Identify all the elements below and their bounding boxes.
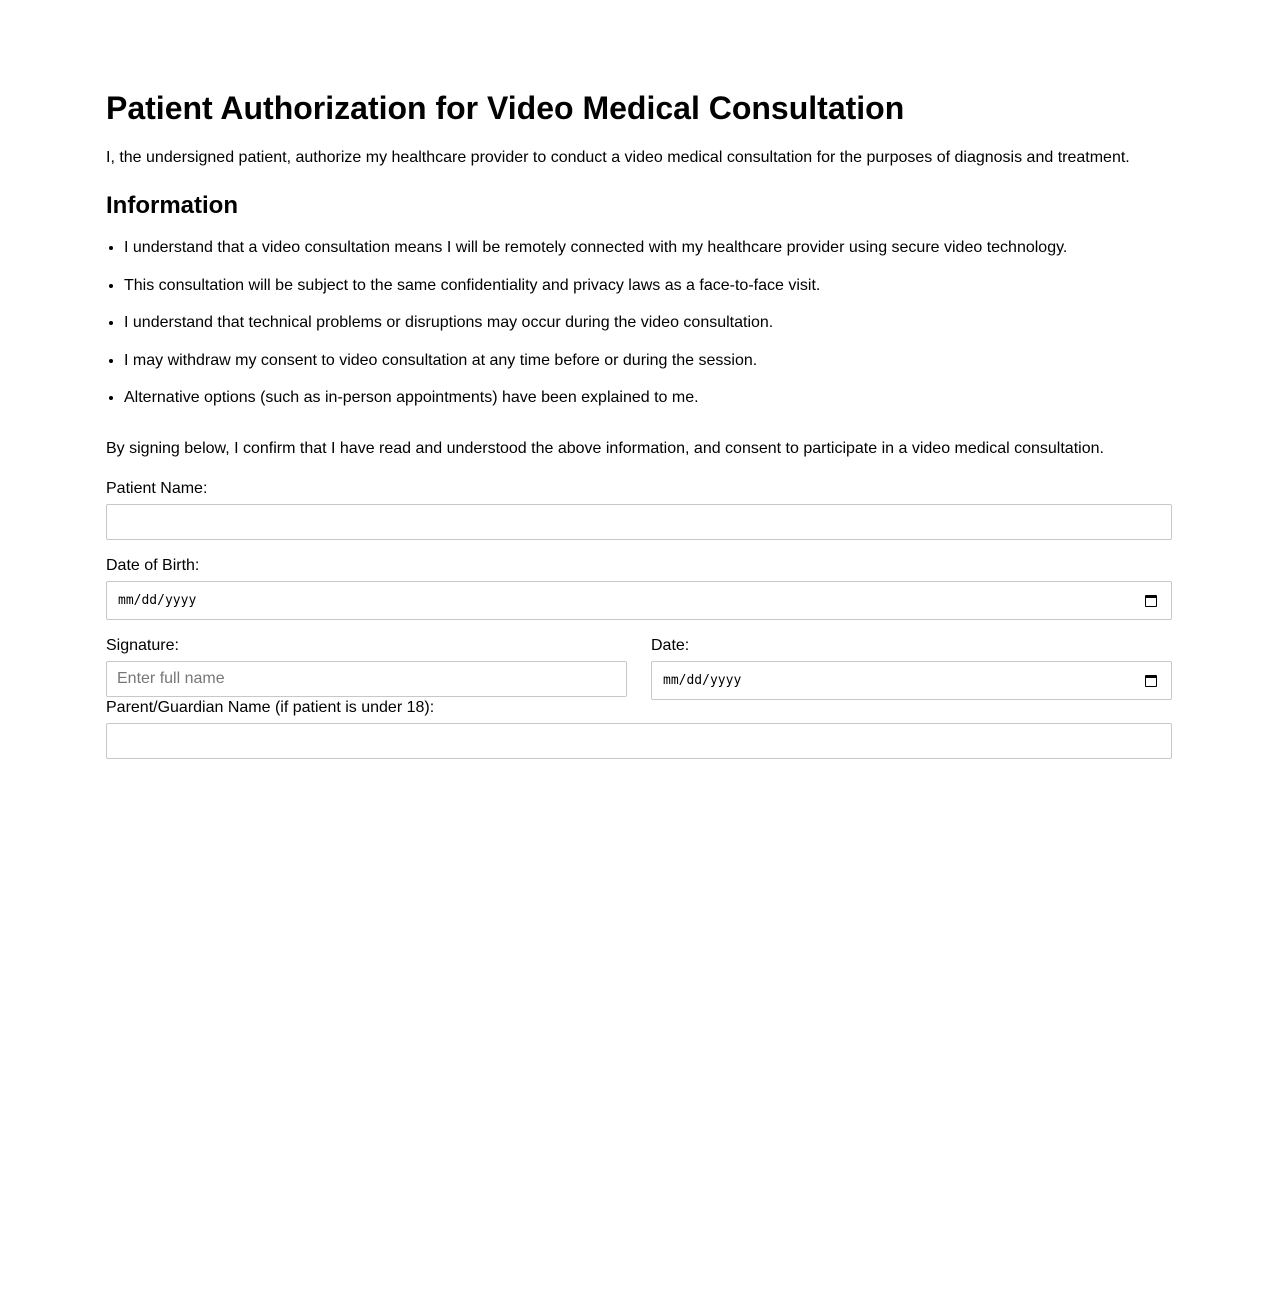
information-heading: Information	[106, 192, 238, 219]
guardian-name-label: Parent/Guardian Name (if patient is under 18):	[106, 699, 435, 716]
information-list	[106, 238, 1067, 426]
date-of-birth-label: Date of Birth:	[106, 557, 200, 574]
date-of-birth-placeholder: mm/dd/yyyy	[118, 593, 197, 608]
list-item: • I understand that a video consultation means I will be remotely connected with my healthcare provider using secure video technology.	[124, 238, 1067, 276]
calendar-icon[interactable]	[1145, 675, 1157, 687]
intro-text: I, the undersigned patient, authorize my healthcare provider to conduct a video medical consultation for the purposes of diagnosis and treatment.	[106, 149, 1130, 166]
signature-label: Signature:	[106, 637, 179, 654]
date-input[interactable]	[651, 661, 1172, 700]
list-item: • Alternative options (such as in-person appointments) have been explained to me.	[124, 388, 1067, 426]
patient-name-input[interactable]	[106, 504, 1172, 540]
date-of-birth-input[interactable]	[106, 581, 1172, 620]
date-label: Date:	[651, 637, 690, 654]
signature-input[interactable]	[106, 661, 627, 697]
list-item: • I understand that technical problems or disruptions may occur during the video consultation.	[124, 313, 1067, 351]
guardian-name-input[interactable]	[106, 723, 1172, 759]
date-placeholder: mm/dd/yyyy	[663, 673, 742, 688]
confirmation-text: By signing below, I confirm that I have read and understood the above information, and consent to participate in a video medical consultation.	[106, 440, 1104, 457]
list-item: • I may withdraw my consent to video consultation at any time before or during the session.	[124, 351, 1067, 389]
calendar-icon[interactable]	[1145, 595, 1157, 607]
patient-name-label: Patient Name:	[106, 480, 208, 497]
page-title: Patient Authorization for Video Medical Consultation	[106, 90, 905, 126]
list-item: • This consultation will be subject to the same confidentiality and privacy laws as a face-to-face visit.	[124, 276, 1067, 314]
